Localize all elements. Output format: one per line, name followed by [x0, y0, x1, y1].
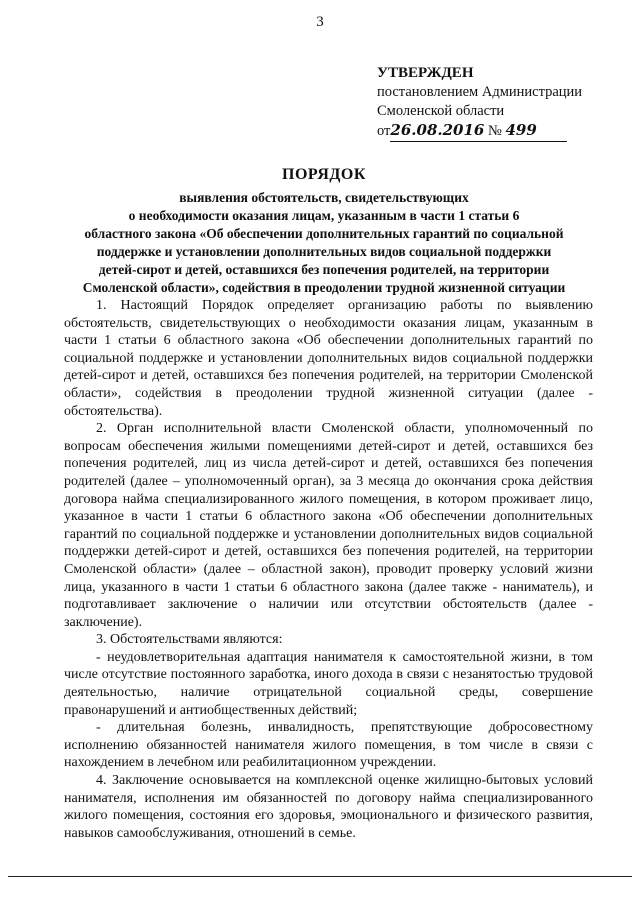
approval-date-line: [377, 121, 582, 142]
title-main: ПОРЯДОК: [282, 166, 366, 183]
page-number: 3: [316, 14, 324, 30]
title-subtitle-line: выявления обстоятельств, свидетельствующих: [179, 190, 469, 205]
approval-heading: УТВЕРЖДЕН: [377, 65, 474, 81]
paragraph-3: 3. Обстоятельствами являются:: [96, 632, 283, 648]
paragraph-4: 4. Заключение основывается на комплексной оценке жилищно-бытовых условий нанимателя, исполнения им обязанностей по договору найма специализированного жилого помещения, состояния его здоровья, эмоционального и физического развития, навыков самообслуживания, отношений в семье.: [64, 773, 593, 841]
list-item-1: - неудовлетворительная адаптация нанимателя к самостоятельной жизни, в том числе отсутствие постоянного заработка, иного дохода в связи с незанятостью трудовой деятельностью, наличие отрицательной социальной среды, совершение правонарушений и антиобщественных действий;: [64, 649, 593, 718]
paragraph-2: 2. Орган исполнительной власти Смоленской области, уполномоченный по вопросам обеспечения жилыми помещениями детей-сирот и детей, оставшихся без попечения родителей, лиц из числа детей-сирот и детей, оставшихся без попечения родителей (далее – уполномоченный орган), за 3 месяца до окончания срока действия договора найма специализированного жилого помещения, в котором проживает лицо, указанное в части 1 статьи 6 областного закона «Об обеспечении дополнительных гарантий по социальной поддержке и установлении дополнительных видов социальной поддержки детей-сирот и детей, оставшихся без попечения родителей, на территории Смоленской области» (далее – областной закон), проводит проверку условий жизни лица, указанного в части 1 статьи 6 областного закона (далее также - наниматель), и подготавливает заключение о наличии или отсутствии обстоятельств (далее - заключение).: [64, 421, 593, 630]
document-title: [54, 166, 594, 297]
title-subtitle-line: Смоленской области», содействия в преодолении трудной жизненной ситуации: [82, 280, 566, 295]
page-bottom-divider: [8, 876, 632, 877]
approval-stamp: [377, 64, 582, 142]
approval-number: 499: [505, 121, 537, 139]
list-item-2: - длительная болезнь, инвалидность, препятствующие добросовестному исполнению обязанностей нанимателя жилого помещения, в том числе в связи с нахождением в лечебном или реабилитационном учреждении.: [64, 720, 593, 771]
document-body: [64, 297, 593, 842]
approval-date: 26.08.2016: [390, 121, 485, 139]
title-subtitle-line: поддержке и установлении дополнительных видов социальной поддержки: [96, 244, 552, 259]
approval-line-1: постановлением Администрации: [377, 84, 583, 100]
approval-number-prefix: №: [487, 123, 502, 139]
approval-date-field: [390, 121, 567, 142]
approval-from-prefix: от: [377, 123, 391, 139]
approval-line-2: Смоленской области: [377, 103, 505, 119]
title-subtitle-line: областного закона «Об обеспечении дополнительных гарантий по социальной: [84, 226, 564, 241]
title-subtitle-line: детей-сирот и детей, оставшихся без попечения родителей, на территории: [98, 262, 550, 277]
title-subtitle-line: о необходимости оказания лицам, указанным в части 1 статьи 6: [128, 208, 520, 223]
paragraph-1: 1. Настоящий Порядок определяет организацию работы по выявлению обстоятельств, свидетельствующих о необходимости оказания лицам, указанным в части 1 статьи 6 областного закона «Об обеспечении дополнительных гарантий по социальной поддержке и установлении дополнительных видов социальной поддержки детей-сирот и детей, оставшихся без попечения родителей, на территории Смоленской области», содействия в преодолении трудной жизненной ситуации (далее - обстоятельства).: [64, 298, 593, 419]
